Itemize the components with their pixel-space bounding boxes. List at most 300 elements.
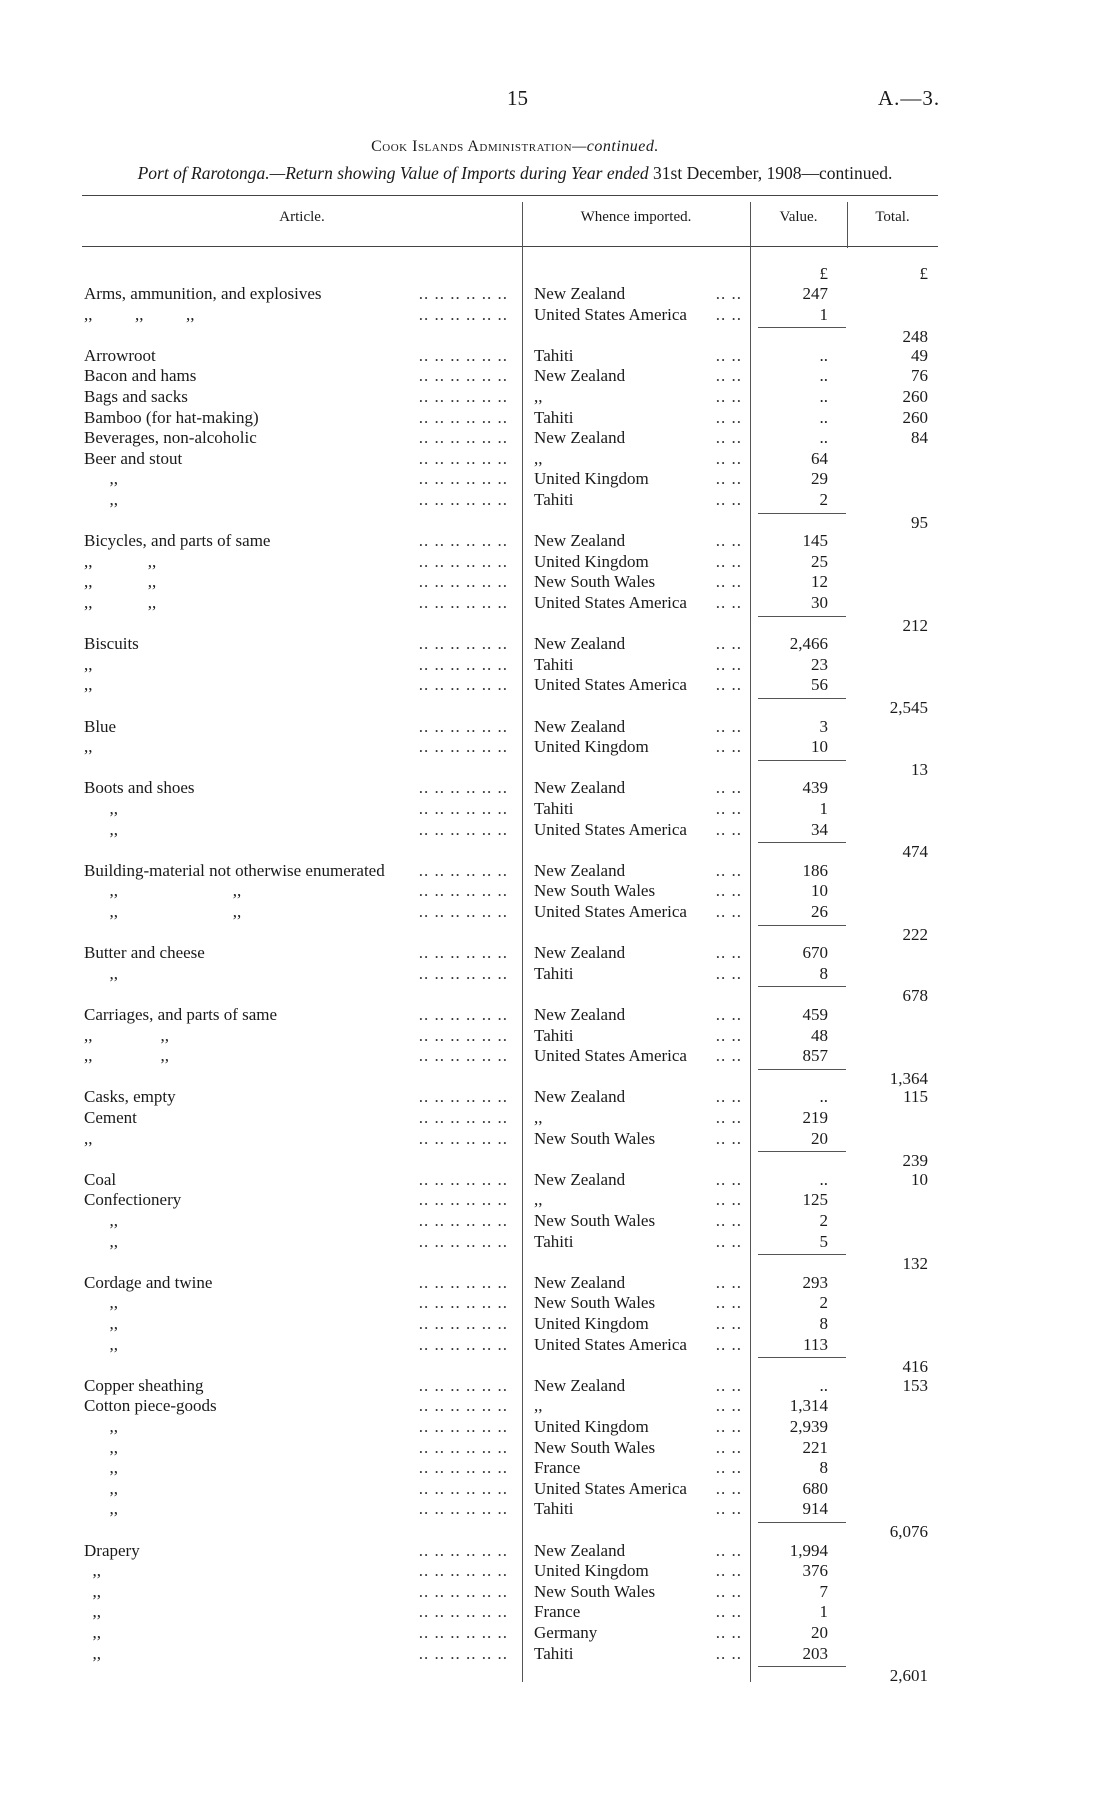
value-cell: 203 [802,1643,828,1663]
article-cell: Cement [84,1108,137,1127]
leader-dots: .. .. .. .. .. .. [418,1169,508,1189]
leader-dots: .. .. .. .. .. .. [418,1128,508,1148]
article-cell: Blue [84,716,117,736]
leader-dots: .. .. [715,1458,742,1478]
article-cell: Beer and stout [84,448,183,468]
subtitle-date: 31st December, 1908 [653,163,802,183]
leader-dots: .. .. .. .. .. .. [418,737,508,757]
subtotal-rule [758,1522,846,1523]
value-cell: 293 [802,1272,828,1292]
value-cell: 3 [819,716,828,736]
group-total-cell: 2,601 [889,1666,928,1686]
total-cell: 260 [902,407,928,427]
article-cell: Bamboo (for hat-making) [84,407,259,427]
header-total: Total. [875,209,910,225]
leader-dots: .. .. .. .. .. .. [418,1025,508,1045]
leader-dots: .. .. .. .. .. .. [418,716,508,736]
subtotal-rule [758,760,846,761]
value-cell: 8 [819,963,828,983]
whence-cell: Tahiti [534,1026,577,1046]
article-cell: Butter and cheese [84,943,205,963]
subtotal-rule [758,986,846,987]
document-subtitle [0,163,1030,184]
leader-dots: .. .. .. .. .. .. [418,1046,508,1066]
value-cell: .. [819,366,828,386]
subtotal-rule [758,1069,846,1070]
document-title [0,138,1030,156]
article-cell: ,, [84,819,118,839]
leader-dots: .. .. [715,1293,742,1313]
article-cell: Bags and sacks [84,387,188,406]
article-cell: Coal [84,1169,117,1189]
article-cell: ,, ,, ,, [84,304,195,324]
total-cell: 260 [902,387,928,406]
whence-cell: New South Wales [534,1129,659,1149]
value-cell: .. [819,345,828,365]
leader-dots: .. .. .. .. .. .. [418,1272,508,1292]
article-cell: Biscuits [84,634,139,654]
whence-cell: New South Wales [534,1438,659,1458]
header-whence: Whence imported. [580,209,692,225]
whence-cell: Tahiti [534,1232,577,1252]
leader-dots: .. .. [715,345,742,365]
whence-cell: United States America [534,593,691,613]
leader-dots: .. .. [715,1417,742,1436]
leader-dots: .. .. [715,902,742,921]
leader-dots: .. .. [715,654,742,674]
group-total-cell: 132 [902,1254,928,1274]
whence-cell: United States America [534,1335,691,1355]
value-cell: 186 [802,860,828,880]
value-cell: .. [819,1087,828,1107]
whence-cell: New South Wales [534,1293,659,1313]
table-top-rule [82,195,938,196]
leader-dots: .. .. .. .. .. .. [418,1437,508,1457]
leader-dots: .. .. [715,1314,742,1333]
whence-cell: United States America [534,820,691,840]
leader-dots: .. .. [715,1087,742,1107]
leader-dots: .. .. [715,943,742,963]
header-value: Value. [779,209,818,225]
value-cell: 23 [811,654,828,674]
title-main: Cook Islands Administration [371,138,573,155]
whence-cell: France [534,1458,584,1478]
article-cell: ,, ,, [84,593,157,612]
leader-dots: .. .. [715,551,742,571]
leader-dots: .. .. .. .. .. .. [418,1540,508,1560]
article-cell: ,, [84,654,93,674]
value-cell: 64 [811,448,828,468]
leader-dots: .. .. .. .. .. .. [418,1478,508,1498]
whence-cell: Tahiti [534,346,577,366]
value-cell: 914 [802,1499,828,1519]
leader-dots: .. .. [715,1334,742,1354]
leader-dots: .. .. [715,1231,742,1251]
value-cell: 29 [811,469,828,489]
total-cell: 115 [903,1087,928,1107]
whence-cell: United Kingdom [534,1314,653,1334]
value-cell: 1,994 [789,1540,828,1560]
leader-dots: .. .. .. .. .. .. [418,1005,508,1024]
article-cell: ,, ,, [84,902,242,921]
whence-cell: New Zealand [534,1087,629,1107]
article-cell: Bacon and hams [84,366,197,386]
article-cell: ,, [84,1437,118,1457]
article-cell: Building-material not otherwise enumerated [84,860,385,880]
article-cell: ,, [84,799,118,818]
leader-dots: .. .. .. .. .. .. [418,428,508,448]
article-cell: ,, [84,1231,118,1251]
whence-cell: United States America [534,1479,691,1499]
whence-cell: Tahiti [534,1499,577,1519]
leader-dots: .. .. .. .. .. .. [418,551,508,571]
value-cell: 56 [811,675,828,695]
whence-cell: New Zealand [534,1005,629,1025]
leader-dots: .. .. [715,716,742,736]
leader-dots: .. .. [715,1581,742,1601]
whence-cell: ,, [534,387,547,407]
leader-dots: .. .. [715,1561,742,1581]
leader-dots: .. .. .. .. .. .. [418,634,508,654]
article-cell: Cotton piece-goods [84,1396,217,1416]
column-divider-article [522,202,523,1682]
leader-dots: .. .. .. .. .. .. [418,1314,508,1333]
leader-dots: .. .. .. .. .. .. [418,902,508,921]
leader-dots: .. .. .. .. .. .. [418,1211,508,1230]
leader-dots: .. .. .. .. .. .. [418,366,508,386]
leader-dots: .. .. .. .. .. .. [418,881,508,901]
article-cell: ,, ,, [84,1046,169,1066]
leader-dots: .. .. [715,1169,742,1189]
article-cell: ,, [84,1293,118,1313]
value-cell: .. [819,407,828,427]
article-cell: Carriages, and parts of same [84,1005,278,1024]
leader-dots: .. .. .. .. .. .. [418,407,508,427]
leader-dots: .. .. [715,634,742,654]
group-total-cell: 416 [902,1357,928,1377]
subtotal-rule [758,1254,846,1255]
whence-cell: United Kingdom [534,1417,653,1437]
leader-dots: .. .. .. .. .. .. [418,1623,508,1642]
leader-dots: .. .. [715,1623,742,1642]
article-cell: ,, [84,1334,118,1354]
whence-cell: United Kingdom [534,552,653,572]
whence-cell: Tahiti [534,1644,577,1664]
leader-dots: .. .. [715,1499,742,1519]
value-cell: 113 [803,1334,828,1354]
leader-dots: .. .. .. .. .. .. [418,819,508,839]
article-cell: Confectionery [84,1190,182,1210]
value-cell: .. [819,1375,828,1395]
leader-dots: .. .. .. .. .. .. [418,593,508,612]
group-total-cell: 2,545 [889,698,928,717]
title-suffix: —continued. [572,138,659,155]
article-cell: ,, [84,1561,101,1581]
whence-cell: United States America [534,1046,691,1066]
leader-dots: .. .. [715,1108,742,1127]
leader-dots: .. .. [715,593,742,612]
value-cell: 48 [811,1025,828,1045]
whence-cell: United Kingdom [534,737,653,757]
whence-cell: New South Wales [534,881,659,901]
leader-dots: .. .. .. .. .. .. [418,345,508,365]
subtotal-rule [758,1666,846,1667]
subtotal-rule [758,925,846,926]
whence-cell: United Kingdom [534,1561,653,1581]
group-total-cell: 95 [911,512,928,532]
leader-dots: .. .. [715,737,742,757]
leader-dots: .. .. .. .. .. .. [418,448,508,468]
leader-dots: .. .. .. .. .. .. [418,387,508,406]
value-cell: 857 [802,1046,828,1066]
leader-dots: .. .. [715,860,742,880]
article-cell: ,, [84,675,93,695]
total-cell: 10 [911,1169,928,1189]
leader-dots: .. .. [715,675,742,695]
leader-dots: .. .. [715,366,742,386]
subtotal-rule [758,327,846,328]
leader-dots: .. .. .. .. .. .. [418,1643,508,1663]
article-cell: Copper sheathing [84,1375,204,1395]
leader-dots: .. .. [715,799,742,818]
leader-dots: .. .. [715,572,742,592]
leader-dots: .. .. .. .. .. .. [418,1108,508,1127]
whence-cell: Germany [534,1623,601,1643]
leader-dots: .. .. [715,778,742,798]
article-cell: ,, [84,1128,93,1148]
value-cell: 10 [811,881,828,901]
subtitle-port: Port of Rarotonga. [137,163,270,183]
leader-dots: .. .. [715,1396,742,1416]
article-cell: Drapery [84,1540,140,1560]
leader-dots: .. .. .. .. .. .. [418,572,508,592]
value-cell: 1 [819,1602,828,1622]
group-total-cell: 13 [911,759,928,779]
subtitle-text: —Return showing Value of Imports during Year ended [269,163,649,183]
article-cell: ,, [84,963,118,983]
whence-cell: New Zealand [534,428,629,448]
whence-cell: New Zealand [534,634,629,654]
value-cell: 12 [811,572,828,592]
article-cell: ,, ,, [84,572,157,592]
leader-dots: .. .. .. .. .. .. [418,654,508,674]
article-cell: Arms, ammunition, and explosives [84,284,322,303]
leader-dots: .. .. .. .. .. .. [418,1417,508,1436]
leader-dots: .. .. [715,1272,742,1292]
whence-cell: Tahiti [534,799,577,819]
value-cell: 125 [802,1190,828,1210]
whence-cell: United States America [534,305,691,325]
whence-cell: Tahiti [534,964,577,984]
value-cell: 1 [819,799,828,818]
whence-cell: United States America [534,902,691,922]
article-cell: ,, ,, [84,1025,169,1045]
leader-dots: .. .. .. .. .. .. [418,531,508,551]
value-cell: 7 [819,1581,828,1601]
value-cell: .. [819,1169,828,1189]
value-cell: 376 [802,1561,828,1581]
leader-dots: .. .. [715,1643,742,1663]
leader-dots: .. .. [715,304,742,324]
leader-dots: .. .. [715,407,742,427]
subtotal-rule [758,842,846,843]
leader-dots: .. .. [715,963,742,983]
leader-dots: .. .. .. .. .. .. [418,1458,508,1478]
article-cell: ,, [84,1478,118,1498]
leader-dots: .. .. [715,469,742,489]
leader-dots: .. .. .. .. .. .. [418,490,508,509]
leader-dots: .. .. .. .. .. .. [418,943,508,963]
leader-dots: .. .. [715,1190,742,1210]
value-cell: 20 [811,1128,828,1148]
leader-dots: .. .. [715,1025,742,1045]
value-cell: 20 [811,1623,828,1642]
leader-dots: .. .. .. .. .. .. [418,675,508,695]
value-cell: 670 [802,943,828,963]
whence-cell: New Zealand [534,943,629,963]
subtotal-rule [758,513,846,514]
article-cell: ,, [84,1211,118,1230]
article-cell: Boots and shoes [84,778,195,798]
whence-cell: New Zealand [534,1170,629,1190]
total-cell: 49 [911,345,928,365]
group-total-cell: 678 [902,986,928,1006]
whence-cell: New Zealand [534,366,629,386]
subtotal-rule [758,1357,846,1358]
value-cell: 30 [811,593,828,612]
leader-dots: .. .. .. .. .. .. [418,1334,508,1354]
article-cell: ,, [84,1458,118,1478]
leader-dots: .. .. [715,284,742,303]
header-article: Article. [279,209,325,225]
value-cell: 8 [819,1458,828,1478]
value-currency-symbol: £ [819,264,828,283]
article-cell: ,, [84,1602,101,1622]
subtitle-end: —continued. [801,163,893,183]
article-cell: Casks, empty [84,1087,176,1107]
article-cell: ,, [84,1314,118,1333]
article-cell: ,, ,, [84,551,157,571]
article-cell: Cordage and twine [84,1272,213,1292]
leader-dots: .. .. .. .. .. .. [418,1561,508,1581]
leader-dots: .. .. .. .. .. .. [418,1499,508,1519]
article-cell: ,, [84,490,118,509]
whence-cell: New South Wales [534,1582,659,1602]
article-cell: ,, [84,1581,101,1601]
value-cell: 1 [819,304,828,324]
leader-dots: .. .. .. .. .. .. [418,284,508,303]
whence-cell: Tahiti [534,490,577,510]
whence-cell: New Zealand [534,717,629,737]
subtotal-rule [758,616,846,617]
leader-dots: .. .. [715,428,742,448]
group-total-cell: 239 [902,1151,928,1171]
leader-dots: .. .. [715,819,742,839]
group-total-cell: 248 [902,327,928,347]
whence-cell: Tahiti [534,408,577,428]
whence-cell: France [534,1602,584,1622]
value-cell: 34 [811,819,828,839]
leader-dots: .. .. [715,1478,742,1498]
leader-dots: .. .. .. .. .. .. [418,469,508,489]
whence-cell: New Zealand [534,284,629,304]
whence-cell: New Zealand [534,861,629,881]
whence-cell: ,, [534,1190,547,1210]
table-header-rule [82,246,938,247]
article-cell: ,, [84,1643,101,1663]
value-cell: 247 [802,284,828,303]
value-cell: .. [819,428,828,448]
column-divider-whence [750,202,751,1682]
value-cell: 25 [811,551,828,571]
leader-dots: .. .. [715,490,742,509]
whence-cell: New Zealand [534,1376,629,1396]
article-cell: Arrowroot [84,345,156,365]
leader-dots: .. .. .. .. .. .. [418,1231,508,1251]
value-cell: 26 [811,902,828,921]
value-cell: 1,314 [789,1396,828,1416]
value-cell: 5 [819,1231,828,1251]
whence-cell: New South Wales [534,1211,659,1231]
total-currency-symbol: £ [919,264,928,283]
group-total-cell: 222 [902,924,928,944]
leader-dots: .. .. .. .. .. .. [418,1581,508,1601]
value-cell: 2 [819,1211,828,1230]
value-cell: 2 [819,490,828,509]
document-reference: A.—3. [878,86,941,110]
article-cell: ,, ,, [84,881,242,901]
article-cell: ,, [84,1499,118,1519]
value-cell: 219 [802,1108,828,1127]
value-cell: 2,466 [789,634,828,654]
leader-dots: .. .. [715,881,742,901]
leader-dots: .. .. [715,1211,742,1230]
value-cell: 439 [802,778,828,798]
leader-dots: .. .. .. .. .. .. [418,1293,508,1313]
whence-cell: Tahiti [534,655,577,675]
leader-dots: .. .. [715,1602,742,1622]
value-cell: 459 [802,1005,828,1024]
whence-cell: ,, [534,449,547,469]
subtotal-rule [758,1151,846,1152]
article-cell: ,, [84,469,118,489]
whence-cell: New Zealand [534,1273,629,1293]
whence-cell: New South Wales [534,572,659,592]
value-cell: 680 [802,1478,828,1498]
leader-dots: .. .. [715,1540,742,1560]
group-total-cell: 6,076 [889,1522,928,1541]
whence-cell: New Zealand [534,778,629,798]
whence-cell: ,, [534,1108,547,1128]
group-total-cell: 474 [902,842,928,862]
leader-dots: .. .. .. .. .. .. [418,1396,508,1416]
value-cell: 2,939 [789,1417,828,1436]
leader-dots: .. .. [715,1005,742,1024]
subtotal-rule [758,698,846,699]
value-cell: 8 [819,1314,828,1333]
leader-dots: .. .. .. .. .. .. [418,1375,508,1395]
leader-dots: .. .. .. .. .. .. [418,860,508,880]
article-cell: Bicycles, and parts of same [84,531,271,551]
group-total-cell: 212 [902,615,928,635]
whence-cell: United Kingdom [534,469,653,489]
leader-dots: .. .. [715,387,742,406]
leader-dots: .. .. .. .. .. .. [418,1087,508,1107]
leader-dots: .. .. [715,531,742,551]
leader-dots: .. .. .. .. .. .. [418,1190,508,1210]
value-cell: 10 [811,737,828,757]
value-cell: 145 [802,531,828,551]
